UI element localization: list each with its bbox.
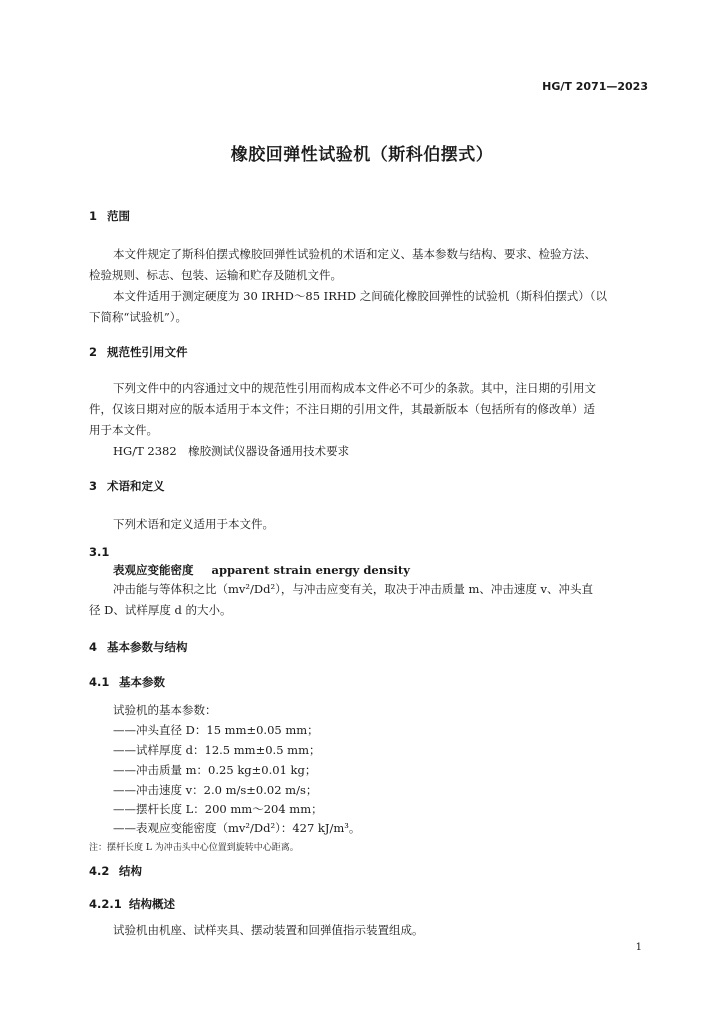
parameter-item: ——冲击速度 v：2.0 m/s±0.02 m/s； — [113, 783, 318, 797]
subsection-number: 4.2 — [89, 864, 110, 878]
subsection-4-1-heading — [89, 674, 165, 690]
subsection-title: 结构 — [119, 864, 142, 878]
section-1-heading — [89, 208, 130, 224]
term-english: apparent strain energy density — [211, 563, 410, 577]
section-number: 2 — [89, 345, 98, 359]
section-title: 基本参数与结构 — [107, 640, 188, 654]
text-line: 检验规则、标志、包装、运输和贮存及随机文件。 — [89, 268, 342, 282]
section-title: 规范性引用文件 — [107, 345, 188, 359]
standard-number: HG/T 2071—2023 — [542, 80, 648, 93]
text-line: 下简称“试验机”）。 — [89, 310, 188, 324]
subsection-4-2-1-heading — [89, 896, 175, 912]
section-number: 3 — [89, 479, 98, 493]
page-number: 1 — [635, 942, 642, 953]
subsection-number: 4.1 — [89, 675, 110, 689]
section-3-heading — [89, 478, 165, 494]
document-title: 橡胶回弹性试验机（斯科伯摆式） — [230, 145, 494, 165]
term-definition — [89, 579, 649, 621]
text-line: 件，仅该日期对应的版本适用于本文件；不注日期的引用文件，其最新版本（包括所有的修改单）适 — [89, 402, 595, 416]
parameter-item: ——试样厚度 d：12.5 mm±0.5 mm； — [113, 743, 321, 757]
structure-overview-text: 试验机由机座、试样夹具、摆动装置和回弹值指示装置组成。 — [113, 923, 424, 937]
section-2-paragraph — [89, 378, 649, 441]
parameter-item: ——冲击质量 m：0.25 kg±0.01 kg； — [113, 763, 317, 777]
term-heading — [113, 562, 410, 578]
term-chinese: 表观应变能密度 — [113, 563, 194, 577]
parameter-item: ——表观应变能密度（mv²/Dd²）：427 kJ/m³。 — [113, 821, 361, 835]
section-title: 术语和定义 — [107, 479, 165, 493]
parameters-intro: 试验机的基本参数： — [113, 703, 217, 717]
note: 注：摆杆长度 L 为冲击头中心位置到旋转中心距离。 — [89, 843, 299, 853]
subsection-4-2-heading — [89, 863, 142, 879]
section-3-intro: 下列术语和定义适用于本文件。 — [113, 517, 274, 531]
term-number: 3.1 — [89, 545, 110, 559]
text-line: 下列文件中的内容通过文中的规范性引用而构成本文件必不可少的条款。其中，注日期的引用文 — [113, 381, 596, 395]
text-line: 本文件适用于测定硬度为 30 IRHD～85 IRHD 之间硫化橡胶回弹性的试验机（斯科伯摆式）（以 — [113, 289, 608, 303]
text-line: 本文件规定了斯科伯摆式橡胶回弹性试验机的术语和定义、基本参数与结构、要求、检验方法、 — [113, 247, 596, 261]
section-2-heading — [89, 344, 188, 360]
section-1-paragraph-1 — [89, 244, 649, 286]
normative-reference: HG/T 2382 橡胶测试仪器设备通用技术要求 — [113, 444, 350, 458]
text-line: 用于本文件。 — [89, 423, 158, 437]
text-line: 冲击能与等体积之比（mv²/Dd²），与冲击应变有关，取决于冲击质量 m、冲击速度 v、冲头直 — [113, 582, 594, 596]
subsection-number: 4.2.1 — [89, 897, 122, 911]
parameter-item: ——冲头直径 D：15 mm±0.05 mm； — [113, 723, 319, 737]
parameter-item: ——摆杆长度 L：200 mm～204 mm； — [113, 802, 323, 816]
text-line: 径 D、试样厚度 d 的大小。 — [89, 603, 232, 617]
section-4-heading — [89, 639, 188, 655]
section-number: 1 — [89, 209, 98, 223]
subsection-title: 基本参数 — [119, 675, 165, 689]
section-number: 4 — [89, 640, 98, 654]
section-1-paragraph-2 — [89, 286, 649, 328]
section-title: 范围 — [107, 209, 130, 223]
subsection-title: 结构概述 — [129, 897, 175, 911]
